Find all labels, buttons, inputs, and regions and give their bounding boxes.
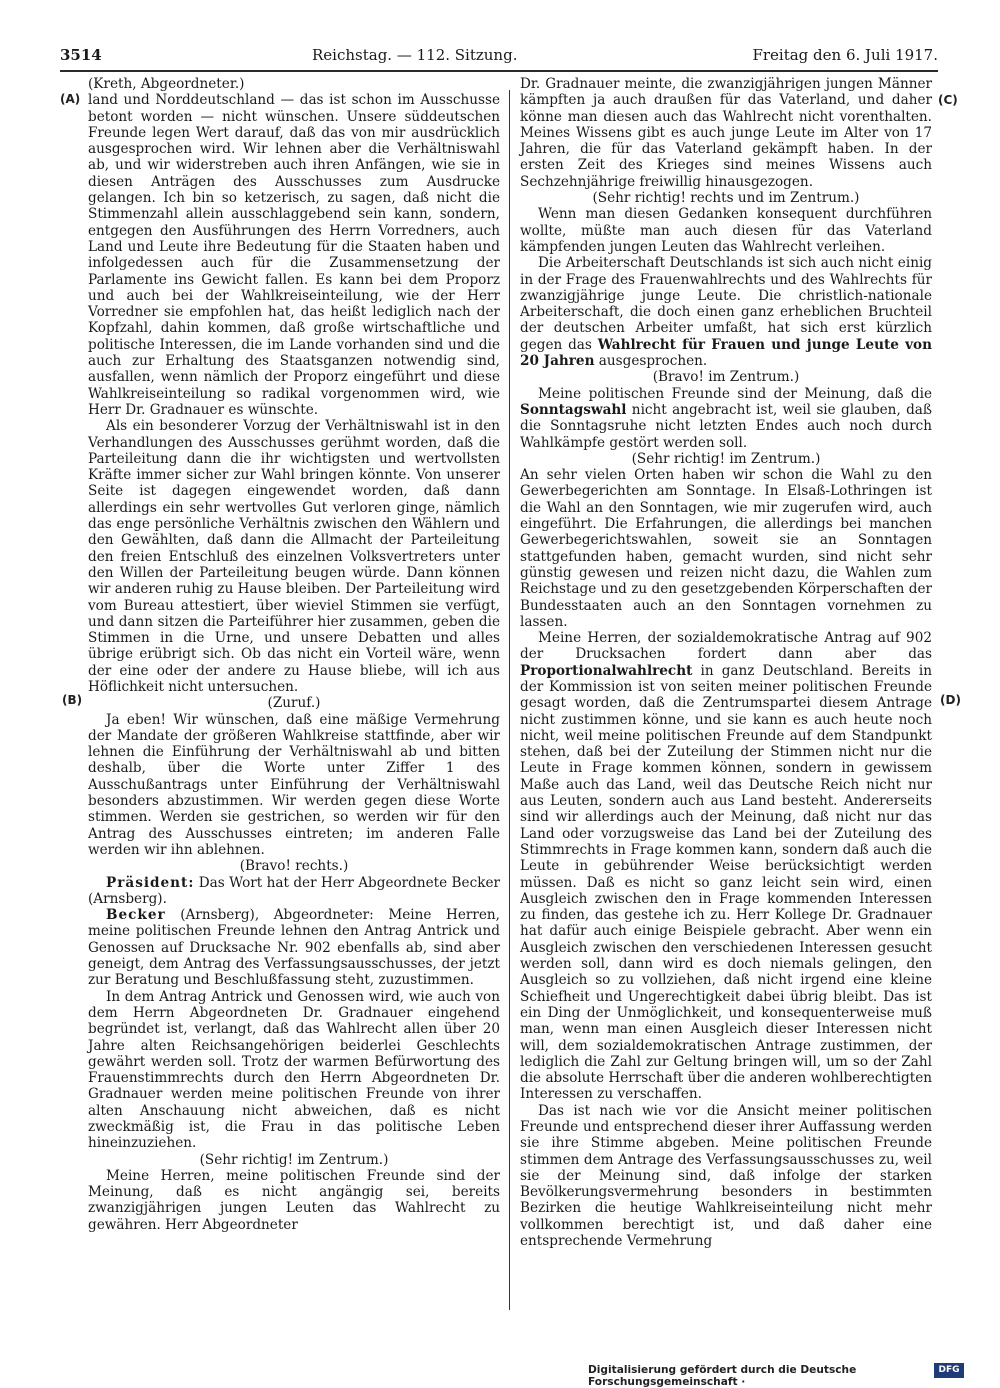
margin-mark-a: (A) [60, 92, 81, 106]
margin-mark-c: (C) [938, 93, 958, 107]
speaker-name: Präsident: [106, 874, 195, 891]
running-title: Reichstag. — 112. Sitzung. [312, 46, 518, 64]
interjection: (Bravo! rechts.) [239, 858, 349, 875]
emphasized-text: Wahlrecht für Frauen und junge Leute von 20 Jahren [520, 336, 932, 370]
paragraph: Wenn man diesen Gedanken konsequent durchführen wollte, müßte man auch diesen für das Vaterland kämpfenden jungen Leuten das Wahlrecht verleihen. [520, 206, 932, 255]
paragraph-text: ausgesprochen. [594, 353, 708, 370]
paragraph: Meine Herren, meine politischen Freunde sind der Meinung, daß es nicht angängig sei, bereits zwanzigjährigen jungen Leuten das Wahlrecht zu gewähren. Herr Abgeordneter [88, 1167, 500, 1233]
margin-mark-b: (B) [62, 693, 83, 707]
footer [588, 1364, 964, 1388]
footer-credit: Digitalisierung gefördert durch die Deutsche Forschungsgemeinschaft · [588, 1364, 857, 1388]
paragraph-text: Meine politischen Freunde sind der Meinung, daß die [538, 385, 932, 402]
speaker-paragraph [88, 907, 500, 988]
interjection: (Sehr richtig! im Zentrum.) [631, 450, 821, 467]
margin-mark-d: (D) [940, 693, 961, 707]
paragraph [520, 255, 932, 369]
paragraph-text: Die Arbeiterschaft Deutschlands ist sich auch nicht einig in der Frage des Frauenwahlrechts und des Wahlrechts für zwanzigjährige junge Leute. Die christlich-nationale Arbeiterschaft, die doch einen ganz erheblichen Bruchteil der deutschen Arbeiter umfaßt, hat sich erst kürzlich gegen das [520, 255, 932, 353]
paragraph: Das ist nach wie vor die Ansicht meiner politischen Freunde und entsprechend dieser ihrer Auffassung werden sie ihre Stimme abgeben. Meine politischen Freunde stimmen dem Antrage des Verfassungsausschusses zu, weil sie der Meinung sind, daß infolge der starken Bevölkerungsvermehrung besonders in bestimmten Bezirken die heutige Wahlkreiseinteilung nicht mehr vollkommen berechtigt ist, und daß daher eine entsprechende Vermehrung [520, 1102, 932, 1250]
paragraph-text: in ganz Deutschland. Bereits in der Kommission ist von seiten meiner politischen Freunde gesagt worden, daß die Zentrumspartei diesem Antrage nicht zustimmen könne, und sie kann es auch heute noch nicht, weil meine politischen Freunde auf dem Standpunkt stehen, daß bei der Zuteilung der Stimmen nicht nur die Leute in Frage kommen können, sondern in gewissem Maße auch das Land, weil das Deutsche Reich nicht nur aus Leuten, sondern auch aus Land besteht. Andererseits sind wir allerdings auch der Meinung, daß nicht nur das Land oder vorzugsweise das Land bei der Zuteilung des Stimmrechts in Frage kommen kann, sondern daß auch die Leute in gebührender Weise berücksichtigt werden müssen. Daß es nicht so ganz leicht sein wird, einen Ausgleich zwischen den in Frage kommenden Interessen zu finden, das gestehe ich zu. Herr Kollege Dr. Gradnauer hat dafür auch einige Beispiele gebracht. Aber wenn ein Ausgleich zwischen den verschiedenen Interessen gesucht werden soll, dann wird es doch niemals gelingen, den Ausgleich so zu vollziehen, daß nicht irgend eine kleine Schiefheit und Ungerechtigkeit dabei übrig bleibt. Das ist ein Ding der Unmöglichkeit, und konsequenterweise muß man, wenn man einen Ausgleich dieser Interessen nicht will, dem sozialdemokratischen Antrage zustimmen, der lediglich die Zahl zur Geltung bringen will, um so der Zahl die absolute Herrschaft über die anderen wohlberechtigten Interessen zu verschaffen. [520, 662, 932, 1103]
session-date: Freitag den 6. Juli 1917. [752, 46, 938, 64]
page-number: 3514 [60, 46, 102, 64]
interjection: (Bravo! im Zentrum.) [652, 369, 800, 386]
interjection: (Sehr richtig! im Zentrum.) [199, 1151, 389, 1168]
paragraph: land und Norddeutschland — das ist schon im Ausschusse betont worden — nicht wünschen. Unsere süddeutschen Freunde legen Wert darauf, daß das von mir ausdrücklich ausgesprochen wird. Wir lehnen aber die Verhältniswahl ab, und wir widerstreben auch ihren Anfängen, wie sie in diesen Anträgen des Ausschusses zum Ausdrucke gelangen. Ich bin so ketzerisch, zu sagen, daß nicht die Stimmenzahl allein ausschlaggebend sein kann, sondern, entgegen den Ausführungen des Herrn Vorredners, auch Land und Leute ihre Bedeutung für die Staaten haben und infolgedessen auch für die Zusammensetzung der Parlamente ins Gewicht fallen. Es kann bei dem Proporz und auch bei der Wahlkreiseinteilung, wie der Herr Vorredner sie empfohlen hat, das heißt lediglich nach der Kopfzahl, dahin kommen, daß große wirtschaftliche und politische Interessen, die im Lande vorhanden sind und die auch zur Erhaltung des Staatsganzen notwendig sind, ausfallen, wenn nämlich der Proporz eingeführt und diese Wahlkreiseinteilung so radikal vorgenommen wird, wie Herr Dr. Gradnauer es wünschte. [88, 92, 500, 418]
paragraph-text: nicht angebracht ist, weil sie glauben, daß die Sonntagsruhe nicht letzten Endes auch noch durch Wahlkämpfe gestört werden soll. [520, 401, 932, 451]
paragraph: An sehr vielen Orten haben wir schon die Wahl zu den Gewerbegerichten am Sonntage. In Elsaß-Lothringen ist die Wahl an den Sonntagen, wie mir zugerufen wird, auch eingeführt. Die Erfahrungen, die allerdings bei manchen Gewerbegerichtswahlen, soweit sie an Sonntagen stattgefunden haben, gemacht wurden, sind nicht sehr günstig gewesen und reizen nicht dazu, die Wahlen zum Reichstage und zu den gesetzgebenden Körperschaften der Bundesstaaten auch an den Sonntagen vornehmen zu lassen. [520, 467, 932, 630]
emphasized-text: Sonntagswahl [520, 401, 627, 418]
paragraph [520, 630, 932, 1103]
speech-text: (Arnsberg), Abgeordneter: Meine Herren, meine politischen Freunde lehnen den Antrag Antrick und Genossen auf Drucksache Nr. 902 ebenfalls ab, sind aber geneigt, dem Antrag des Verfassungsausschusses, der jetzt zur Beratung und Beschlußfassung steht, zuzustimmen. [88, 907, 501, 989]
interjection: (Sehr richtig! rechts und im Zentrum.) [592, 190, 860, 207]
speaker-continuation: (Kreth, Abgeordneter.) [88, 76, 245, 92]
paragraph: Ja eben! Wir wünschen, daß eine mäßige Vermehrung der Mandate der größeren Wahlkreise stattfinde, aber wir lehnen die Einführung der Verhältniswahl ab und bitten deshalb, über die Worte unter Ziffer 1 des Ausschußantrags unter Einführung der Verhältniswahl besonders abzustimmen. Wir werden gegen diese Worte stimmen. Werden sie gestrichen, so werden wir für den Antrag des Ausschusses eintreten; im anderen Falle werden wir ihn ablehnen. [88, 711, 500, 858]
column-divider [509, 90, 510, 1310]
paragraph: Dr. Gradnauer meinte, die zwanzigjährigen jungen Männer kämpften ja auch draußen für das Vaterland, und daher könne man diesen auch das Wahlrecht nicht vorenthalten. Meines Wissens gibt es auch junge Leute im Alter von 17 Jahren, die für das Vaterland gekämpft haben. In der ersten Zeit des Krieges sind meines Wissens auch Sechzehnjährige freiwillig hinausgezogen. [520, 76, 932, 190]
paragraph: In dem Antrag Antrick und Genossen wird, wie auch von dem Herrn Abgeordneten Dr. Gradnauer eingehend begründet ist, verlangt, daß das Wahlrecht allen über 20 Jahre alten Reichsangehörigen beiderlei Geschlechts gewährt werden soll. Trotz der warmen Befürwortung des Frauenstimmrechts durch den Herrn Abgeordneten Dr. Gradnauer werden meine politischen Freunde von ihrer alten Anschauung nicht abweichen, daß es nicht zweckmäßig ist, die Frau in das politische Leben hineinzuziehen. [88, 988, 500, 1152]
page-header [60, 44, 938, 68]
header-rule [60, 70, 938, 72]
paragraph [520, 386, 932, 451]
left-column [88, 76, 500, 1233]
paragraph: Als ein besonderer Vorzug der Verhältniswahl ist in den Verhandlungen des Ausschusses gerühmt worden, daß die Parteileitung dann die ihr wichtigsten und wertvollsten Kräfte immer sicher zur Wahl bringen könnte. Von unserer Seite ist dagegen eingewendet worden, daß dann allerdings ein sehr wertvolles Gut verloren ginge, nämlich das enge persönliche Verhältnis zwischen den Wählern und den Gewählten, daß dann die Allmacht der Parteileitung den freien Entschluß des einzelnen Volksvertreters unter den Willen der Parteileitung beugen würde. Dann können wir anderen ruhig zu Hause bleiben. Der Parteileitung wird vom Bureau attestiert, über wieviel Stimmen sie verfügt, und dann sitzen die Parteiführer hier zusammen, geben die Stimmen in die Urne, und unsere Debatten und alles übrige erübrigt sich. Ob das nicht ein Vorteil wäre, wenn der eine oder der andere zu Hause bliebe, will ich aus Höflichkeit nicht untersuchen. [88, 418, 500, 695]
speaker-paragraph [88, 875, 500, 908]
interjection: (Zuruf.) [267, 695, 321, 712]
dfg-logo: DFG [934, 1363, 964, 1378]
speaker-name: Becker [106, 907, 166, 924]
emphasized-text: Proportionalwahlrecht [520, 662, 693, 679]
right-column [520, 76, 932, 1249]
speech-text: Das Wort hat der Herr Abgeordnete Becker (Arnsberg). [88, 874, 500, 907]
paragraph-text: Meine Herren, der sozialdemokratische Antrag auf 902 der Drucksachen fordert dann aber das [520, 630, 932, 663]
